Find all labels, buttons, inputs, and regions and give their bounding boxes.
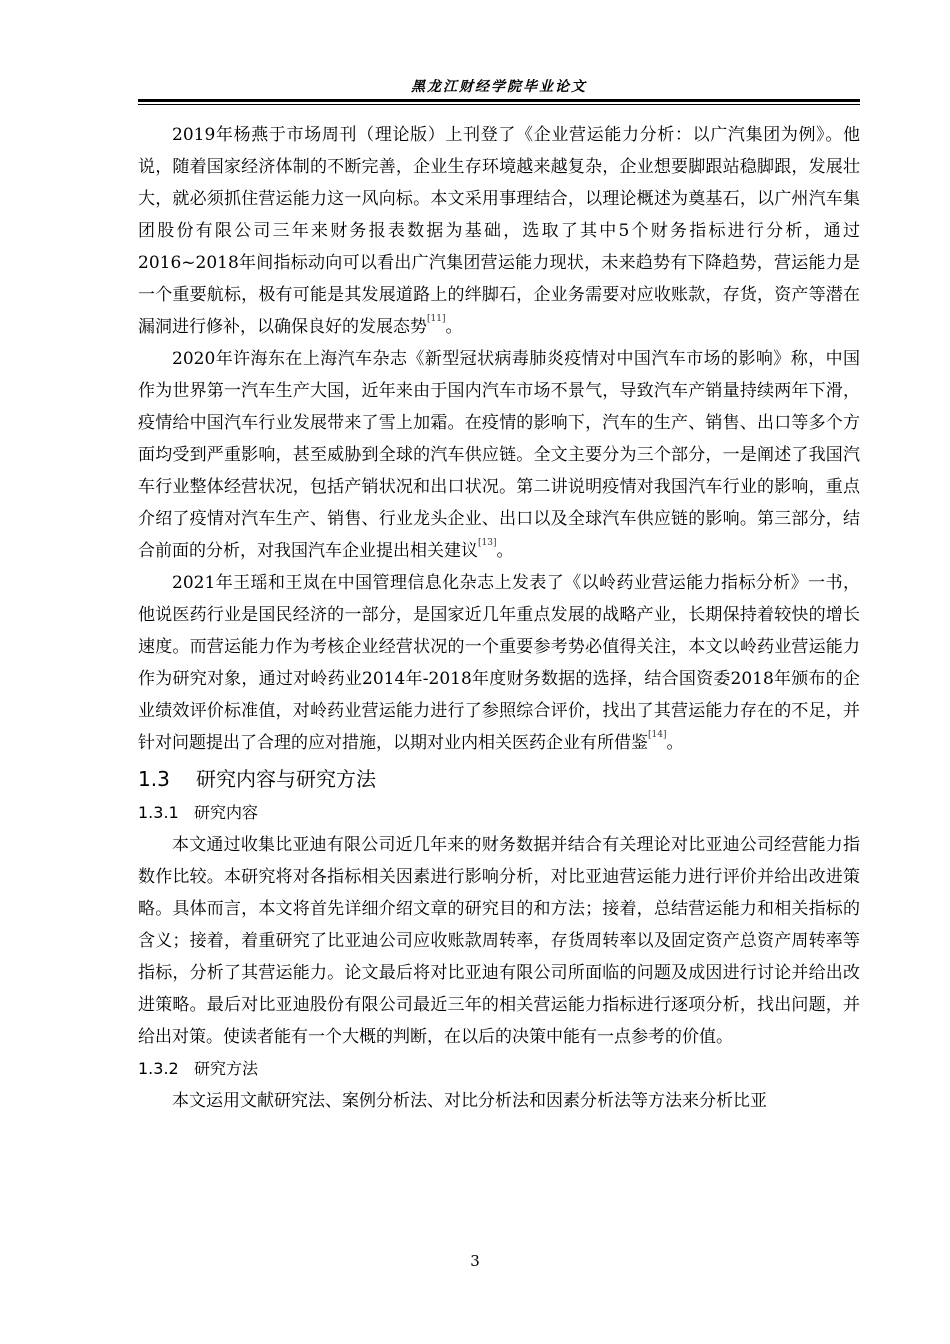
paragraph-end: 。 [496,541,514,561]
header-rule-thick [138,99,860,102]
citation-13: [13] [478,538,497,548]
paragraph-wang-yao-2021 [138,567,860,759]
paragraph-text: 2019年杨燕于市场周刊（理论版）上刊登了《企业营运能力分析：以广汽集团为例》。他说，随着国家经济体制的不断完善，企业生存环境越来越复杂，企业想要脚跟站稳脚跟，发展壮大，就必须抓住营运能力这一风向标。本文采用事理结合，以理论概述为奠基石，以广州汽车集团股份有限公司三年来财务报表数据为基础，选取了其中5个财务指标进行分析，通过2016~2018年间指标动向可以看出广汽集团营运能力现状，未来趋势有下降趋势，营运能力是一个重要航标，极有可能是其发展道路上的绊脚石，企业务需要对应收账款，存货，资产等潜在漏洞进行修补，以确保良好的发展态势 [138,125,860,337]
paragraph-xu-haidong-2020 [138,343,860,567]
subsection-number: 1.3.2 [138,1059,179,1078]
section-title: 研究内容与研究方法 [196,767,376,791]
paragraph-end: 。 [445,317,463,337]
subsection-heading-1-3-1 [138,797,860,829]
citation-11: [11] [427,314,446,324]
paragraph-yang-yan-2019 [138,119,860,343]
section-number: 1.3 [138,767,170,791]
paragraph-text: 本文运用文献研究法、案例分析法、对比分析法和因素分析法等方法来分析比亚 [172,1091,767,1111]
page-number: 3 [470,1252,480,1270]
paragraph-text: 2020年许海东在上海汽车杂志《新型冠状病毒肺炎疫情对中国汽车市场的影响》称，中国作为世界第一汽车生产大国，近年来由于国内汽车市场不景气，导致汽车产销量持续两年下滑，疫情给中国汽车行业发展带来了雪上加霜。在疫情的影响下，汽车的生产、销售、出口等多个方面均受到严重影响，甚至威胁到全球的汽车供应链。全文主要分为三个部分，一是阐述了我国汽车行业整体经营状况，包括产销状况和出口状况。第二讲说明疫情对我国汽车行业的影响，重点介绍了疫情对汽车生产、销售、行业龙头企业、出口以及全球汽车供应链的影响。第三部分，结合前面的分析，对我国汽车企业提出相关建议 [138,349,860,561]
paragraph-text: 本文通过收集比亚迪有限公司近几年来的财务数据并结合有关理论对比亚迪公司经营能力指数作比较。本研究将对各指标相关因素进行影响分析，对比亚迪营运能力进行评价并给出改进策略。具体而言，本文将首先详细介绍文章的研究目的和方法；接着，总结营运能力和相关指标的含义；接着，着重研究了比亚迪公司应收账款周转率，存货周转率以及固定资产总资产周转率等指标，分析了其营运能力。论文最后将对比亚迪有限公司所面临的问题及成因进行讨论并给出改进策略。最后对比亚迪股份有限公司最近三年的相关营运能力指标进行逐项分析，找出问题，并给出对策。使读者能有一个大概的判断，在以后的决策中能有一点参考的价值。 [138,835,860,1047]
section-heading-1-3 [138,761,860,797]
body-text [138,119,860,1117]
paragraph-research-method [138,1085,860,1117]
running-header: 黑龙江财经学院毕业论文 [411,79,587,95]
subsection-title: 研究内容 [194,803,259,822]
citation-14: [14] [648,730,667,740]
subsection-title: 研究方法 [194,1059,259,1078]
header-rule-thin [138,104,860,105]
subsection-heading-1-3-2 [138,1053,860,1085]
paragraph-text: 2021年王瑶和王岚在中国管理信息化杂志上发表了《以岭药业营运能力指标分析》一书，他说医药行业是国民经济的一部分，是国家近几年重点发展的战略产业，长期保持着较快的增长速度。而营运能力作为考核企业经营状况的一个重要参考势必值得关注，本文以岭药业营运能力作为研究对象，通过对岭药业2014年-2018年度财务数据的选择，结合国资委2018年颁布的企业绩效评价标准值，对岭药业营运能力进行了参照综合评价，找出了其营运能力存在的不足，并针对问题提出了合理的应对措施，以期对业内相关医药企业有所借鉴 [138,573,860,753]
paragraph-research-content [138,829,860,1053]
subsection-number: 1.3.1 [138,803,179,822]
paragraph-end: 。 [666,733,684,753]
